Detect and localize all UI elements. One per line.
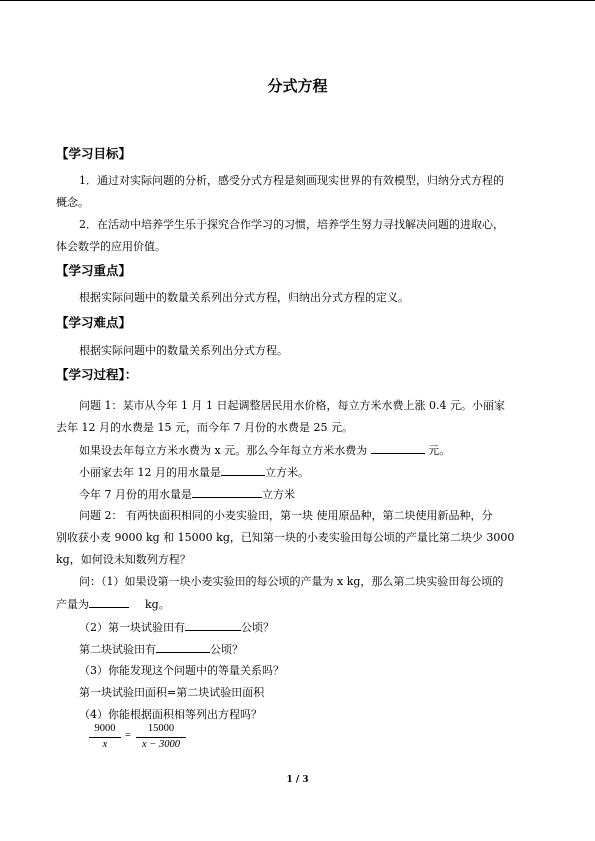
problem-2-question-1-line-2 <box>56 597 170 612</box>
problem-2-question-1-line-1: 问：（1）如果设第一块小麦实验田的每公顷的产量为 x kg，那么第二块实验田每公顷的 <box>79 575 504 588</box>
problem-1-question-2-unit: 立方米。 <box>265 466 309 479</box>
goal-2-line-1: 2．在活动中培养学生乐于探究合作学习的习惯，培养学生努力寻找解决问题的进取心， <box>79 218 504 231</box>
problem-1-question-3 <box>79 487 295 502</box>
problem-2-question-2-unit: 公顷？ <box>241 621 274 634</box>
right-fraction-bar <box>136 737 186 738</box>
problem-1-question-2-text: 小丽家去年 12 月的用水量是 <box>79 466 221 479</box>
goal-2-line-2: 体会数学的应用价值。 <box>56 240 166 253</box>
problem-1-question-3-unit: 立方米 <box>262 488 295 501</box>
section-heading-goals: 【学习目标】 <box>56 146 132 161</box>
difficulty-text: 根据实际问题中的数量关系列出分式方程。 <box>79 344 288 357</box>
problem-1-question-3-text: 今年 7 月份的用水量是 <box>79 488 192 501</box>
problem-2-line-1: 问题 2： 有两快面积相同的小麦实验田，第一块 使用原品种，第二块使用新品种，分 <box>79 509 493 522</box>
answer-blank[interactable] <box>185 620 241 631</box>
problem-2-question-2-text: （2）第一块试验田有 <box>79 621 185 634</box>
answer-blank[interactable] <box>156 642 210 653</box>
problem-2-line-3: kg，如何设未知数列方程？ <box>56 553 191 566</box>
problem-1-question-1 <box>79 443 450 458</box>
problem-1-question-1-unit: 元。 <box>424 444 451 457</box>
section-heading-difficulty: 【学习难点】 <box>56 315 132 330</box>
right-numerator: 15000 <box>147 723 175 734</box>
left-denominator: x <box>102 739 108 750</box>
page-title: 分式方程 <box>267 77 328 95</box>
answer-blank[interactable] <box>371 443 425 454</box>
problem-2-question-2-second-text: 第二块试验田有 <box>79 643 156 656</box>
problem-1-question-1-text: 如果设去年每立方米水费为 x 元。那么今年每立方米水费为 <box>79 444 371 457</box>
problem-2-question-2 <box>79 620 274 635</box>
equals-sign: = <box>125 730 131 741</box>
key-point-text: 根据实际问题中的数量关系列出分式方程，归纳出分式方程的定义。 <box>79 291 409 304</box>
equal-relation-text: 第一块试验田面积=第二块试验田面积 <box>79 686 265 699</box>
problem-2-question-2-second-unit: 公顷？ <box>210 643 243 656</box>
answer-blank[interactable] <box>192 487 262 498</box>
goal-1-line-1: 1．通过对实际问题的分析，感受分式方程是刻画现实世界的有效模型，归纳分式方程的 <box>79 174 504 187</box>
section-heading-key: 【学习重点】 <box>56 263 132 278</box>
problem-2-line-2: 别收获小麦 9000 kg 和 15000 kg，已知第一块的小麦实验田每公顷的产量比第二块少 3000 <box>56 531 515 544</box>
page-number: 1 / 3 <box>286 775 309 785</box>
problem-2-question-3: （3）你能发现这个问题中的等量关系吗？ <box>79 664 284 677</box>
answer-blank[interactable] <box>89 597 129 608</box>
left-fraction-bar <box>89 737 121 738</box>
problem-1-question-2 <box>79 465 309 480</box>
fraction-equation <box>88 723 198 755</box>
problem-2-question-1-unit: kg。 <box>145 598 170 611</box>
problem-2-question-4: （4）你能根据面积相等列出方程吗？ <box>79 708 262 721</box>
left-numerator: 9000 <box>94 723 116 734</box>
section-heading-process: 【学习过程】： <box>56 367 138 382</box>
top-border-line <box>0 0 595 1</box>
problem-1-line-2: 去年 12 月的水费是 15 元，而今年 7 月份的水费是 25 元。 <box>56 421 353 434</box>
answer-blank[interactable] <box>221 465 265 476</box>
right-denominator: x − 3000 <box>142 739 180 750</box>
problem-2-question-2-second <box>79 642 243 657</box>
problem-2-question-1-text: 产量为 <box>56 598 89 611</box>
goal-1-line-2: 概念。 <box>56 196 89 209</box>
problem-1-line-1: 问题 1：某市从今年 1 月 1 日起调整居民用水价格，每立方米水费上涨 0.4 元。小丽家 <box>79 399 505 412</box>
